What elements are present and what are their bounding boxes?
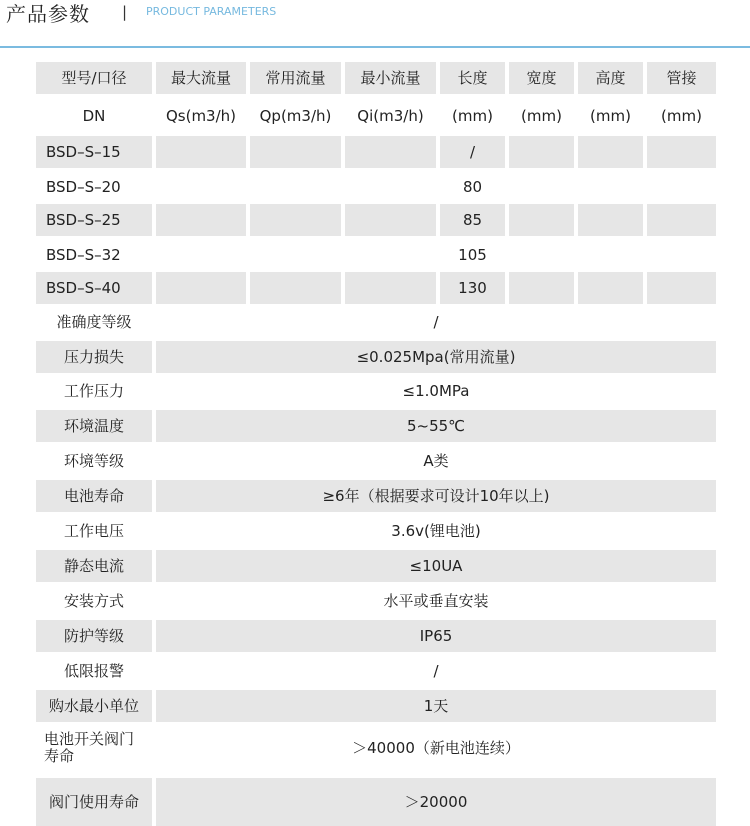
spec-label: 准确度等级: [56, 312, 132, 331]
unit-cell: (mm): [661, 106, 702, 125]
empty-cell: [647, 204, 716, 236]
column-header: 最小流量: [345, 62, 436, 94]
table-units-row: [36, 100, 716, 132]
unit-cell: Qi(m3/h): [357, 106, 424, 125]
empty-cell: [578, 239, 643, 271]
spec-row: [36, 515, 716, 547]
model-row: [36, 272, 716, 304]
spec-value: 水平或垂直安装: [383, 591, 489, 610]
model-name: BSD–S–25: [36, 204, 152, 236]
empty-cell: [156, 204, 246, 236]
unit-cell: (mm): [590, 106, 631, 125]
empty-cell: [509, 171, 574, 203]
spec-label: 压力损失: [36, 341, 152, 373]
spec-value: ＞40000（新电池连续）: [352, 738, 520, 757]
empty-cell: [250, 204, 341, 236]
spec-label: 环境温度: [36, 410, 152, 442]
spec-row: [36, 480, 716, 512]
header-rule: [0, 46, 750, 48]
model-name: BSD–S–40: [36, 272, 152, 304]
empty-cell: [156, 136, 246, 168]
spec-value: 3.6v(锂电池): [391, 521, 481, 540]
spec-value: IP65: [156, 620, 716, 652]
empty-cell: [647, 239, 716, 271]
empty-cell: [156, 171, 246, 203]
empty-cell: [509, 272, 574, 304]
length-value: 130: [440, 272, 505, 304]
empty-cell: [509, 239, 574, 271]
spec-row: [36, 620, 716, 652]
spec-row: [36, 445, 716, 477]
model-row: [36, 204, 716, 236]
empty-cell: [345, 239, 436, 271]
length-value: 85: [440, 204, 505, 236]
spec-row: [36, 341, 716, 373]
unit-cell: (mm): [521, 106, 562, 125]
empty-cell: [345, 204, 436, 236]
length-value: 80: [462, 177, 483, 196]
empty-cell: [578, 136, 643, 168]
column-header: 最大流量: [156, 62, 246, 94]
spec-value: ≤10UA: [156, 550, 716, 582]
empty-cell: [250, 136, 341, 168]
model-row: [36, 171, 716, 203]
spec-label: 工作压力: [63, 381, 124, 400]
spec-value: 5~55℃: [156, 410, 716, 442]
page-subtitle: PRODUCT PARAMETERS: [146, 5, 277, 18]
empty-cell: [578, 171, 643, 203]
spec-row: [36, 410, 716, 442]
empty-cell: [156, 239, 246, 271]
model-name: BSD–S–20: [46, 177, 121, 196]
spec-row-valve-switch-life: [36, 724, 716, 772]
spec-row: [36, 690, 716, 722]
column-header: 长度: [440, 62, 505, 94]
column-header: 管接: [647, 62, 716, 94]
spec-label: 阀门使用寿命: [36, 778, 152, 826]
spec-row: [36, 375, 716, 407]
empty-cell: [647, 136, 716, 168]
spec-value: /: [433, 312, 439, 331]
model-row: [36, 239, 716, 271]
column-header: 高度: [578, 62, 643, 94]
spec-value: /: [433, 661, 439, 680]
spec-label-line: 电池开关阀门: [44, 730, 135, 748]
unit-cell: Qs(m3/h): [165, 106, 237, 125]
unit-cell: DN: [82, 106, 106, 125]
model-row: [36, 136, 716, 168]
spec-row: [36, 550, 716, 582]
model-name: BSD–S–15: [36, 136, 152, 168]
spec-label: 购水最小单位: [36, 690, 152, 722]
empty-cell: [578, 204, 643, 236]
column-header: 型号/口径: [36, 62, 152, 94]
spec-value: 1天: [156, 690, 716, 722]
length-value: /: [440, 136, 505, 168]
length-value: 105: [458, 245, 487, 264]
spec-row: [36, 306, 716, 338]
model-name: BSD–S–32: [46, 245, 121, 264]
spec-row: [36, 655, 716, 687]
unit-cell: (mm): [452, 106, 493, 125]
spec-label: 工作电压: [63, 521, 124, 540]
spec-value: A类: [423, 451, 449, 470]
column-header: 宽度: [509, 62, 574, 94]
empty-cell: [250, 272, 341, 304]
empty-cell: [509, 136, 574, 168]
spec-value: ＞20000: [156, 778, 716, 826]
spec-value: ≥6年（根据要求可设计10年以上): [156, 480, 716, 512]
empty-cell: [578, 272, 643, 304]
spec-label: 静态电流: [36, 550, 152, 582]
spec-label: 防护等级: [36, 620, 152, 652]
empty-cell: [250, 171, 341, 203]
empty-cell: [345, 272, 436, 304]
spec-label-line: 寿命: [44, 747, 75, 765]
page-header: [0, 0, 750, 50]
empty-cell: [345, 136, 436, 168]
unit-cell: Qp(m3/h): [259, 106, 332, 125]
spec-value: ≤1.0MPa: [402, 381, 470, 400]
spec-label-multiline: [36, 724, 152, 772]
column-header: 常用流量: [250, 62, 341, 94]
spec-row: [36, 585, 716, 617]
empty-cell: [250, 239, 341, 271]
empty-cell: [647, 272, 716, 304]
title-divider: |: [122, 3, 128, 21]
spec-label: 电池寿命: [36, 480, 152, 512]
spec-label: 安装方式: [63, 591, 124, 610]
empty-cell: [647, 171, 716, 203]
spec-row-valve-use-life: [36, 778, 716, 826]
empty-cell: [156, 272, 246, 304]
spec-value: ≤0.025Mpa(常用流量): [156, 341, 716, 373]
empty-cell: [509, 204, 574, 236]
spec-label: 环境等级: [63, 451, 124, 470]
empty-cell: [345, 171, 436, 203]
table-header-row: [36, 62, 716, 94]
page-title: 产品参数: [6, 2, 90, 26]
spec-label: 低限报警: [63, 661, 124, 680]
